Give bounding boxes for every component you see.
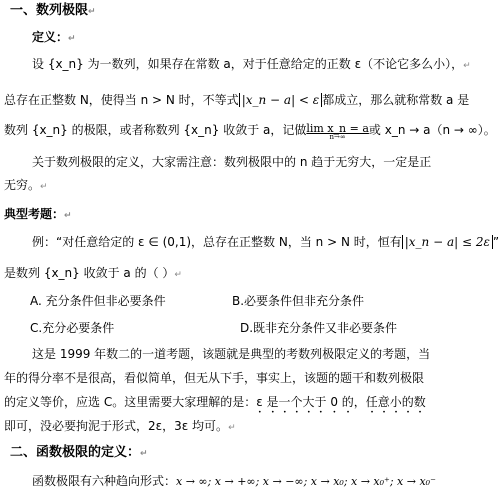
paragraph-mark: ↵ bbox=[140, 449, 148, 459]
option-d: D.既非充分条件又非必要条件 bbox=[240, 321, 398, 335]
section-1-title: 一、数列极限↵ bbox=[10, 3, 96, 18]
paragraph-mark: ↵ bbox=[174, 270, 182, 280]
paragraph-mark: ↵ bbox=[64, 211, 72, 221]
paragraph-mark: ↵ bbox=[68, 34, 76, 44]
trend-forms-formula: x → ∞; x → +∞; x → −∞; x → x₀; x → x₀⁺; x → x₀⁻ bbox=[176, 475, 436, 488]
function-limit-line: 函数极限有六种趋向形式：x → ∞; x → +∞; x → −∞; x → x₀; x → x₀⁺; x → x₀⁻ bbox=[32, 474, 436, 488]
option-b: B.必要条件但非充分条件 bbox=[232, 294, 365, 308]
example-line-1: 例：“对任意给定的 ε ∈ (0,1)，总存在正整数 N，当 n > N 时，恒有 |x_n − a| ≤ 2ε ” bbox=[32, 235, 499, 249]
option-a: A. 充分条件但非必要条件 bbox=[30, 294, 166, 308]
answer-line-1: 这是 1999 年数二的一道考题，该题就是典型的考数列极限定义的考题，当 bbox=[32, 347, 431, 361]
definition-label: 定义：↵ bbox=[32, 30, 76, 44]
inequality-formula: |x_n − a| < ε bbox=[239, 93, 323, 107]
note-line-1: 关于数列极限的定义，大家需注意：数列极限中的 n 趋于无穷大，一定是正 bbox=[32, 155, 432, 169]
paragraph-mark: ↵ bbox=[228, 423, 236, 433]
section-2-title: 二、函数极限的定义：↵ bbox=[10, 445, 148, 460]
note-line-2: 无穷。↵ bbox=[4, 178, 48, 192]
typical-label: 典型考题：↵ bbox=[4, 207, 72, 221]
example-inequality: |x_n − a| ≤ 2ε bbox=[402, 235, 493, 249]
answer-line-4: 即可，没必要拘泥于形式，2ε，3ε 均可。↵ bbox=[4, 419, 236, 433]
definition-line-2: 总存在正整数 N，使得当 n > N 时，不等式 |x_n − a| < ε 都成立，那么就称常数 a 是 bbox=[4, 93, 470, 107]
definition-line-1: 设 {x_n} 为一数列，如果存在常数 a，对于任意给定的正数 ε（不论它多么小），↵ bbox=[32, 57, 471, 71]
example-line-2: 是数列 {x_n} 收敛于 a 的（ ）↵ bbox=[4, 266, 182, 280]
paragraph-mark: ↵ bbox=[40, 182, 48, 192]
option-c: C.充分必要条件 bbox=[30, 321, 115, 335]
answer-line-3: 的定义等价，应选 C。这里需要大家理解的是：ε 是一个大于 0 的，任意小的数 bbox=[4, 395, 426, 409]
emphasized-text: ε 是一个大于 0 的，任意小的数 bbox=[256, 395, 426, 409]
paragraph-mark: ↵ bbox=[463, 61, 471, 71]
definition-line-3: 数列 {x_n} 的极限，或者称数列 {x_n} 收敛于 a，记做 lim x_n = a n→∞ 或 x_n → a（n → ∞）。 bbox=[4, 122, 496, 141]
limit-formula: lim x_n = a n→∞ bbox=[306, 122, 369, 141]
paragraph-mark: ↵ bbox=[88, 7, 96, 17]
answer-line-2: 年的得分率不是很高，看似简单，但无从下手，事实上，该题的题干和数列极限 bbox=[4, 371, 425, 385]
